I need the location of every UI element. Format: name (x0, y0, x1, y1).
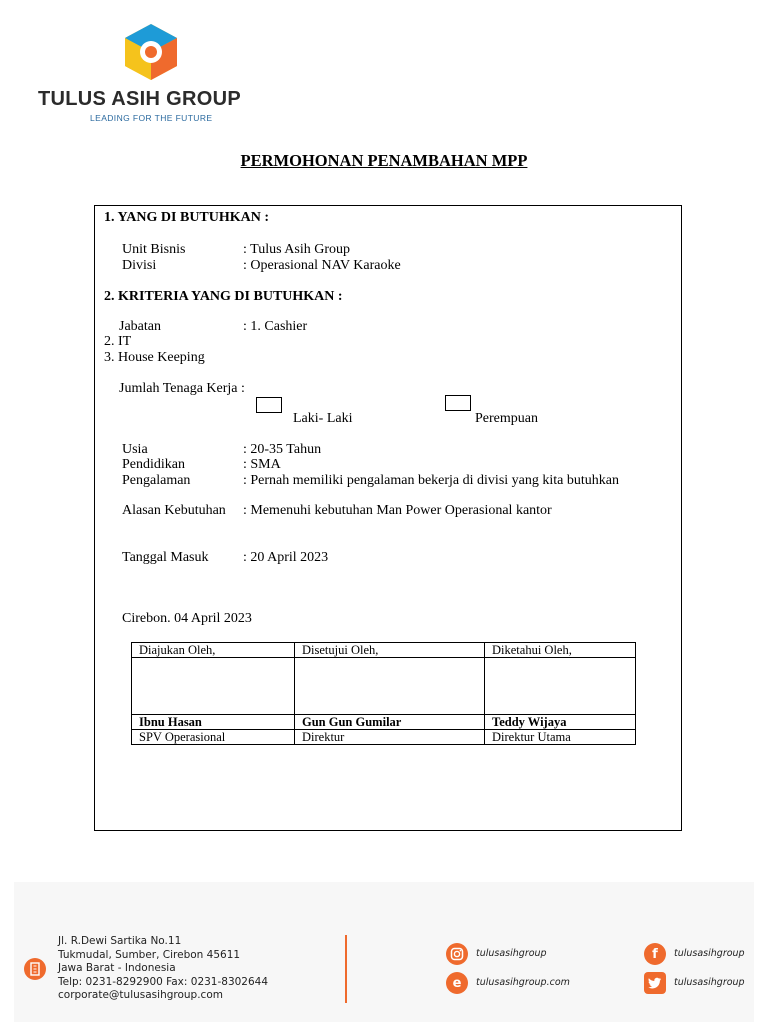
pendidikan-value: : SMA (243, 457, 281, 472)
unit-bisnis-label: Unit Bisnis (122, 242, 186, 257)
logo-hexagon-icon (120, 22, 182, 82)
header-diketahui: Diketahui Oleh, (485, 643, 636, 658)
usia-value: : 20-35 Tahun (243, 442, 322, 457)
document-title: PERMOHONAN PENAMBAHAN MPP (240, 151, 528, 170)
header-disetujui: Disetujui Oleh, (295, 643, 485, 658)
jabatan-item-3: 3. House Keeping (104, 350, 205, 365)
pengalaman-value: : Pernah memiliki pengalaman bekerja di divisi yang kita butuhkan (243, 473, 619, 488)
section1-heading: 1. YANG DI BUTUHKAN : (104, 210, 270, 225)
footer-address (58, 935, 268, 1003)
twitter-icon[interactable] (644, 972, 666, 994)
footer-divider (345, 935, 347, 1003)
jabatan-label: Jabatan (119, 319, 161, 334)
signature-space-3[interactable] (485, 658, 636, 715)
laki-label: Laki- Laki (293, 411, 353, 426)
header-diajukan: Diajukan Oleh, (132, 643, 295, 658)
table-row (132, 658, 636, 715)
signer-role-1: SPV Operasional (132, 730, 295, 745)
usia-label: Usia (122, 442, 148, 457)
instagram-icon[interactable] (446, 943, 468, 965)
table-row (132, 730, 636, 745)
facebook-icon[interactable]: f (644, 943, 666, 965)
divisi-value: : Operasional NAV Karaoke (243, 258, 401, 273)
company-tagline: LEADING FOR THE FUTURE (90, 113, 213, 123)
website-link[interactable]: tulusasihgroup.com (476, 977, 570, 988)
signer-name-3: Teddy Wijaya (485, 715, 636, 730)
jabatan-value: : 1. Cashier (243, 319, 308, 334)
web-icon[interactable]: e (446, 972, 468, 994)
unit-bisnis-value: : Tulus Asih Group (243, 242, 350, 257)
address-line-3: Jawa Barat - Indonesia (58, 962, 176, 974)
signer-role-3: Direktur Utama (485, 730, 636, 745)
table-row (132, 643, 636, 658)
phone-fax: Telp: 0231-8292900 Fax: 0231-8302644 (58, 975, 269, 988)
building-icon (24, 958, 46, 980)
signature-space-1[interactable] (132, 658, 295, 715)
tanggal-masuk-value: : 20 April 2023 (243, 550, 329, 565)
jabatan-item-2: 2. IT (104, 334, 132, 349)
jumlah-label: Jumlah Tenaga Kerja : (119, 381, 245, 396)
company-name: TULUS ASIH GROUP (38, 88, 241, 110)
signature-table (131, 642, 636, 745)
place-date: Cirebon. 04 April 2023 (122, 611, 252, 626)
address-line-1: Jl. R.Dewi Sartika No.11 (58, 935, 182, 947)
address-line-2: Tukmudal, Sumber, Cirebon 45611 (58, 948, 241, 961)
pendidikan-label: Pendidikan (122, 457, 185, 472)
email[interactable]: corporate@tulusasihgroup.com (58, 989, 223, 1001)
signer-role-2: Direktur (295, 730, 485, 745)
divisi-label: Divisi (122, 258, 157, 273)
signer-name-2: Gun Gun Gumilar (295, 715, 485, 730)
pengalaman-label: Pengalaman (122, 473, 191, 488)
perempuan-label: Perempuan (475, 411, 538, 426)
section2-heading: 2. KRITERIA YANG DI BUTUHKAN : (104, 289, 343, 304)
laki-checkbox[interactable] (256, 397, 282, 413)
signature-space-2[interactable] (295, 658, 485, 715)
instagram-handle[interactable]: tulusasihgroup (476, 948, 547, 959)
tanggal-masuk-label: Tanggal Masuk (122, 550, 209, 565)
alasan-value: : Memenuhi kebutuhan Man Power Operasional kantor (243, 503, 552, 518)
table-row (132, 715, 636, 730)
alasan-label: Alasan Kebutuhan (122, 503, 226, 518)
signer-name-1: Ibnu Hasan (132, 715, 295, 730)
facebook-handle[interactable]: tulusasihgroup (674, 948, 745, 959)
twitter-handle[interactable]: tulusasihgroup (674, 977, 745, 988)
perempuan-checkbox[interactable] (445, 395, 471, 411)
